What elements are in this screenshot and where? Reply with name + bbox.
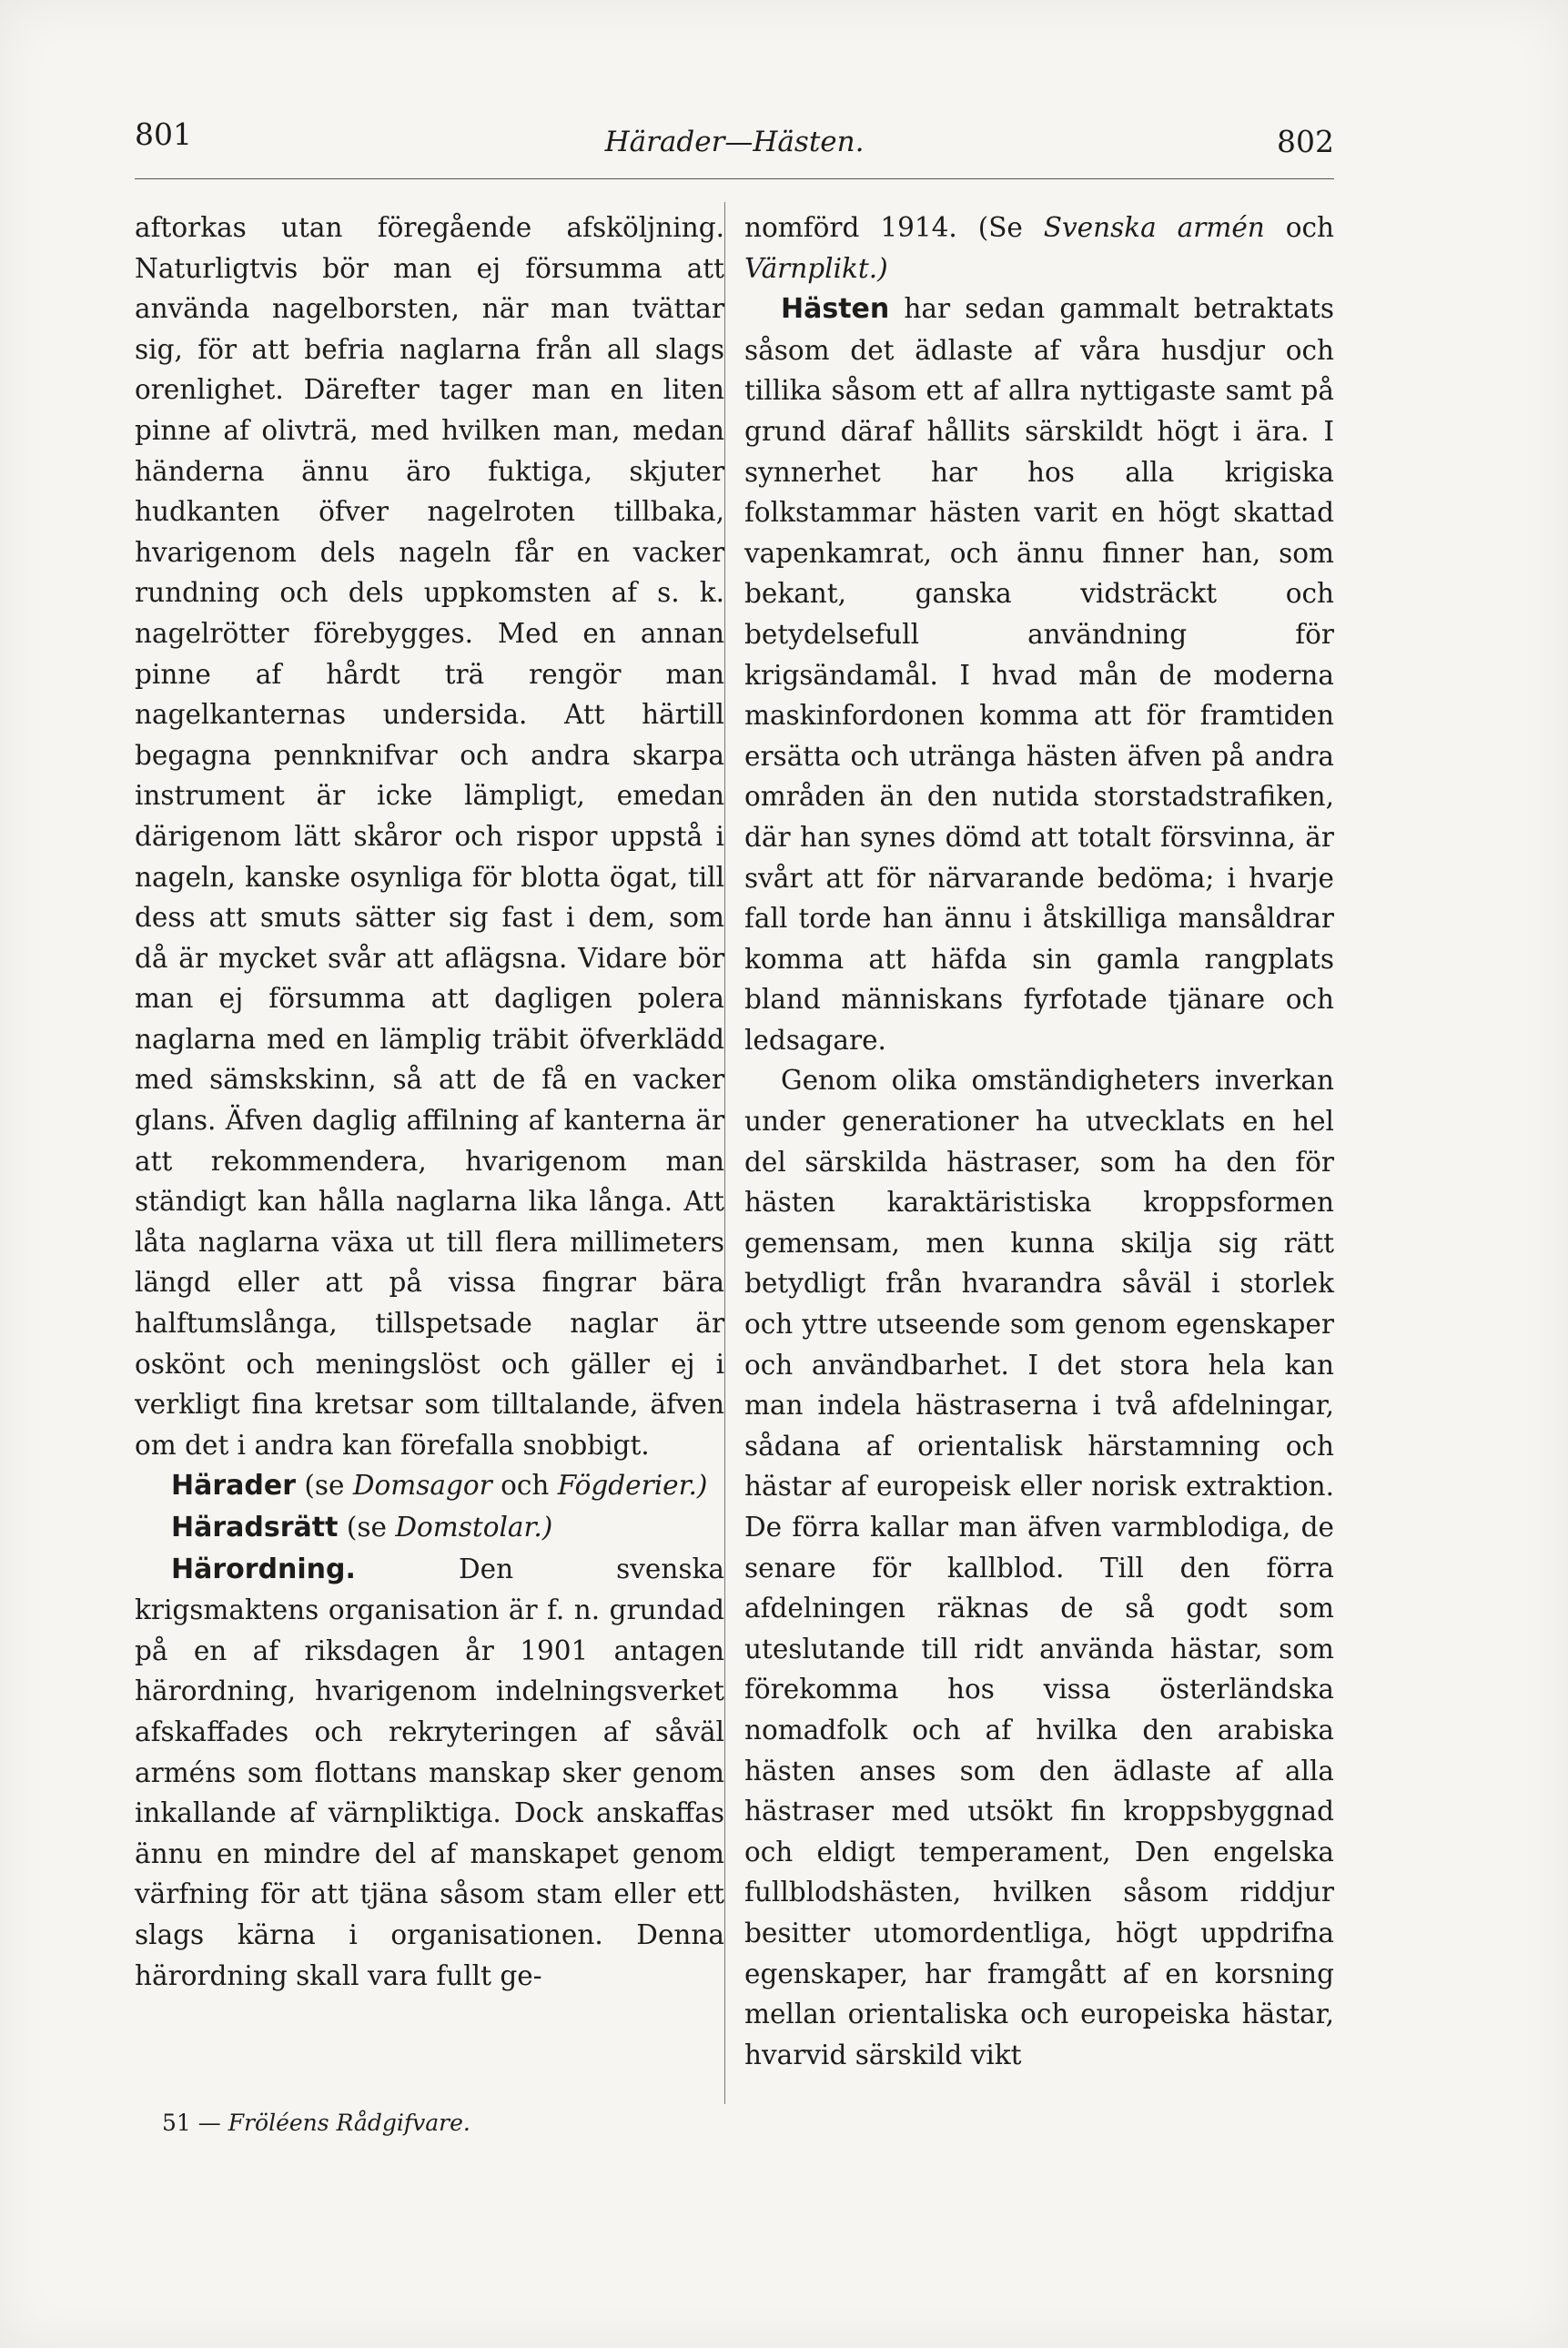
- entry-text: och: [491, 1470, 558, 1502]
- entry-text: Den svenska krigsmaktens organisation är f. n. grundad på en af riksdagen år 1901 antagen härordning, hvarigenom indelningsverket afskaffades och rekryteringen af såväl arméns som flottans manskap sker genom inkallande af värnpliktiga. Dock anskaffas ännu en mindre del af manskapet genom värfning för att tjäna såsom stam eller ett slags kärna i organisationen. Denna härordning skall vara fullt ge-: [135, 1553, 724, 1991]
- cross-reference: Svenska armén: [1043, 212, 1265, 243]
- right-column: [744, 207, 1334, 2075]
- signature-mark: 51 —: [162, 2110, 221, 2136]
- running-title: Härader—Hästen.: [604, 126, 865, 158]
- cross-reference: Fögderier.): [557, 1470, 708, 1502]
- entry-continuation: [744, 207, 1334, 288]
- entry-harader: [135, 1465, 724, 1507]
- page-number-left: 801: [135, 116, 192, 152]
- headword-hasten: Hästen: [781, 293, 890, 326]
- page-footer: [162, 2110, 470, 2136]
- headword-harordning: Härordning.: [171, 1553, 356, 1585]
- cross-reference: Domstolar.): [395, 1512, 553, 1543]
- entry-text: (se: [296, 1470, 353, 1502]
- page-header: [135, 116, 1334, 162]
- paragraph-nail-care: aftorkas utan föregående afsköljning. Naturligtvis bör man ej försumma att använda nagelborsten, när man tvättar sig, för att befria naglarna från all slags orenlighet. Därefter tager man en liten pinne af olivträ, med hvilken man, medan händerna ännu äro fuktiga, skjuter hudkanten öfver nagelroten tillbaka, hvarigenom dels nageln får en vacker rundning och dels uppkomsten af s. k. nagelrötter förebygges. Med en annan pinne af hårdt trä rengör man nagelkanternas undersida. Att härtill begagna pennknifvar och andra skarpa instrument är icke lämpligt, emedan därigenom lätt skåror och rispor uppstå i nageln, kanske osynliga för blotta ögat, till dess att smuts sätter sig fast i dem, som då är mycket svår att aflägsna. Vidare bör man ej försumma att dagligen polera naglarna med en lämplig träbit öfverklädd med sämskskinn, så att de få en vacker glans. Äfven daglig affilning af kanterna är att rekommendera, hvarigenom man ständigt kan hålla naglarna lika långa. Att låta naglarna växa ut till flera millimeters längd eller att på vissa fingrar bära halftumslånga, tillspetsade naglar är oskönt och meningslöst och gäller ej i verkligt fina kretsar som tilltalande, äfven om det i andra kan förefalla snobbigt.: [135, 212, 724, 1461]
- entry-text: har sedan gammalt betraktats såsom det ädlaste af våra husdjur och tillika såsom ett af allra nyttigaste samt på grund däraf hållits särskildt högt i ära. I synnerhet har hos alla krigiska folkstammar hästen varit en högt skattad vapenkamrat, och ännu finner han, som bekant, ganska vidsträckt och betydelsefull användning för krigsändamål. I hvad mån de moderna maskinfordonen komma att för framtiden ersätta och utränga hästen äfven på andra områden än den nutida storstadstrafiken, där han synes dömd att totalt försvinna, är svårt att för närvarande bedöma; i hvarje fall torde han ännu i åtskilliga mansåldrar komma att häfda sin gamla rangplats bland människans fyrfotade tjänare och ledsagare.: [744, 293, 1334, 1056]
- entry-text: och: [1264, 212, 1334, 243]
- headword-harader: Härader: [171, 1470, 297, 1503]
- column-divider: [724, 202, 725, 2104]
- cross-reference: Värnplikt.): [744, 252, 888, 284]
- page-number-right: 802: [1277, 124, 1334, 159]
- left-column: [135, 207, 724, 1996]
- footer-title: Fröléens Rådgifvare.: [228, 2110, 470, 2136]
- header-rule: [135, 178, 1334, 179]
- entry-haradsratt: [135, 1507, 724, 1549]
- entry-text: (se: [338, 1512, 396, 1543]
- paragraph-horse-breeds: Genom olika omständigheters inverkan under generationer ha utvecklats en hel del särskilda hästraser, som ha den för hästen karaktäristiska kroppsformen gemensam, men kunna skilja sig rätt betydligt från hvarandra såväl i storlek och yttre utseende som genom egenskaper och användbarhet. I det stora hela kan man indela hästraserna i två afdelningar, sådana af orientalisk härstamning och hästar af europeisk eller norisk extraktion. De förra kallar man äfven varmblodiga, de senare för kallblod. Till den förra afdelningen räknas de så godt som uteslutande till ridt använda hästar, som förekomma hos vissa österländska nomadfolk och af hvilka den arabiska hästen anses som den ädlaste af alla hästraser med utsökt fin kroppsbyggnad och eldigt temperament, Den engelska fullblodshästen, hvilken såsom riddjur besitter utomordentliga, högt uppdrifna egenskaper, har framgått af en korsning mellan orientaliska och europeiska hästar, hvarvid särskild vikt: [744, 1065, 1334, 2070]
- entry-hasten: [744, 288, 1334, 1060]
- cross-reference: Domsagor: [352, 1470, 492, 1502]
- entry-text: nomförd 1914. (Se: [744, 212, 1044, 243]
- entry-harordning: [135, 1549, 724, 1997]
- headword-haradsratt: Häradsrätt: [171, 1512, 339, 1543]
